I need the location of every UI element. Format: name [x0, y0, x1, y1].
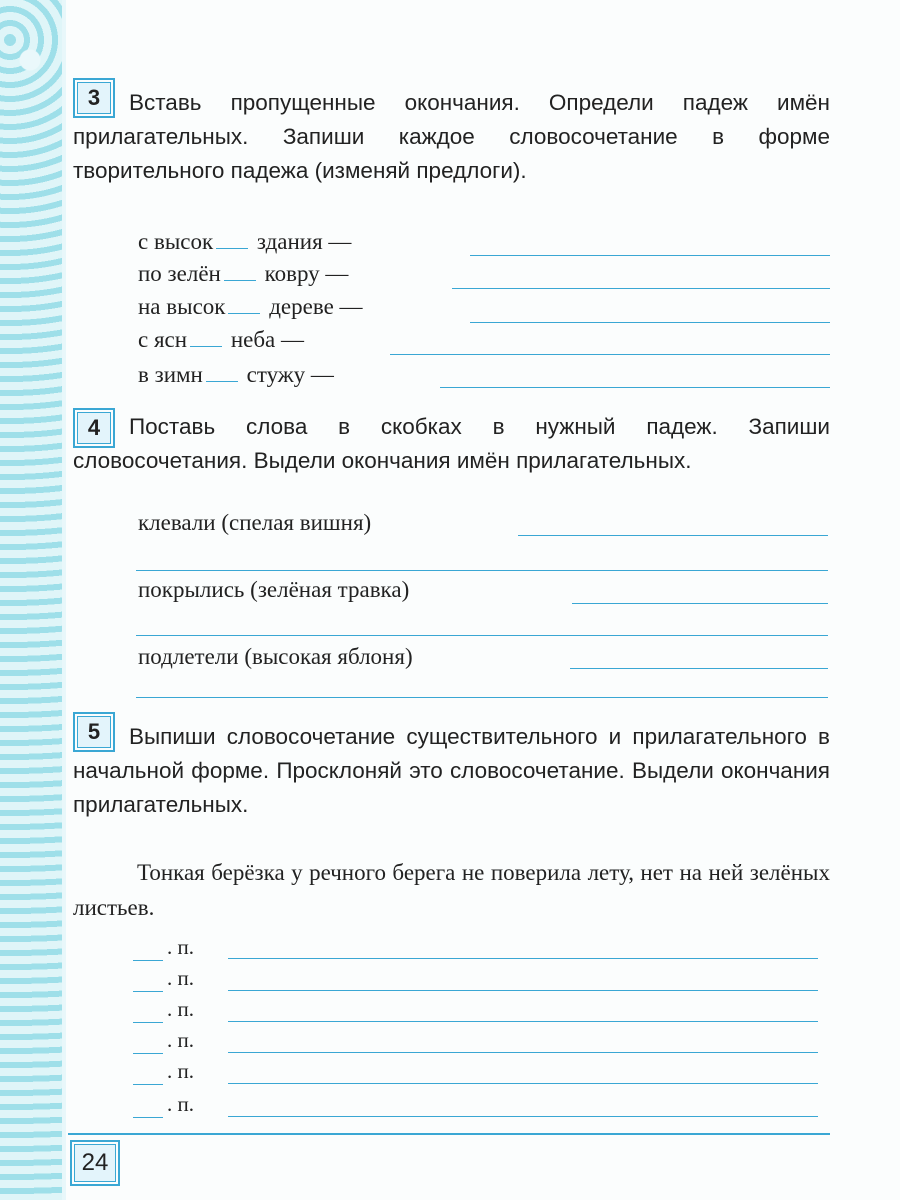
instruction-text: Вставь пропущенные окончания. Определи падеж имён прилагательных. Запиши каждое словосочетание в форме творительного падежа (изменяй предлоги). [73, 90, 830, 183]
case-row [133, 997, 194, 1023]
ending-blank[interactable] [190, 328, 222, 347]
task-number-label: 3 [77, 82, 111, 114]
task-3-instruction [73, 86, 830, 188]
decorative-floral-border [0, 0, 66, 1200]
item-pre: с ясн [138, 327, 188, 352]
case-label: . п. [167, 935, 194, 959]
sentence-text: Тонкая берёзка у речного берега не поверила лету, нет на ней зелёных листьев. [73, 860, 830, 920]
case-blank[interactable] [133, 966, 163, 992]
page-number-box [70, 1140, 120, 1186]
item-post: ковру — [264, 261, 349, 286]
task-3-item [138, 227, 351, 257]
task-4-item: покрылись (зелёная травка) [138, 577, 410, 602]
task-3-item [138, 325, 304, 355]
item-post: неба — [230, 327, 304, 352]
page-footer-rule [68, 1133, 830, 1135]
item-pre: в зимн [138, 362, 203, 387]
case-row [133, 1028, 194, 1054]
ending-blank[interactable] [206, 363, 238, 382]
answer-line[interactable] [470, 255, 830, 256]
case-row [133, 1059, 194, 1085]
task-4-instruction [73, 410, 830, 478]
answer-line[interactable] [228, 958, 818, 959]
task-5-instruction [73, 720, 830, 822]
page-number: 24 [74, 1144, 116, 1182]
case-label: . п. [167, 1028, 194, 1052]
answer-line[interactable] [136, 570, 828, 571]
task-5-sentence [73, 855, 830, 925]
task-3-item [138, 292, 363, 322]
answer-line[interactable] [440, 387, 830, 388]
ending-blank[interactable] [224, 262, 256, 281]
case-blank[interactable] [133, 935, 163, 961]
case-label: . п. [167, 997, 194, 1021]
case-label: . п. [167, 1059, 194, 1083]
answer-line[interactable] [228, 1116, 818, 1117]
answer-line[interactable] [228, 1052, 818, 1053]
case-label: . п. [167, 966, 194, 990]
item-pre: на высок [138, 294, 226, 319]
case-blank[interactable] [133, 1092, 163, 1118]
instruction-text: Поставь слова в скобках в нужный падеж. Запиши словосочетания. Выдели окончания имён прилагательных. [73, 414, 830, 473]
task-3-item [138, 360, 334, 390]
case-row [133, 966, 194, 992]
item-pre: по зелён [138, 261, 221, 286]
answer-line[interactable] [452, 288, 830, 289]
case-blank[interactable] [133, 1028, 163, 1054]
item-pre: с высок [138, 229, 214, 254]
task-number-label: 4 [77, 412, 111, 444]
answer-line[interactable] [470, 322, 830, 323]
answer-line[interactable] [570, 668, 828, 669]
case-row [133, 1092, 194, 1118]
border-edge [62, 0, 66, 1200]
answer-line[interactable] [228, 1083, 818, 1084]
instruction-text: Выпиши словосочетание существительного и прилагательного в начальной форме. Просклоняй это словосочетание. Выдели окончания прилагательных. [73, 724, 830, 817]
answer-line[interactable] [136, 697, 828, 698]
ending-blank[interactable] [228, 295, 260, 314]
task-4-item: подлетели (высокая яблоня) [138, 644, 413, 669]
item-post: дереве — [269, 294, 363, 319]
ending-blank[interactable] [216, 230, 248, 249]
answer-line[interactable] [390, 354, 830, 355]
answer-line[interactable] [136, 635, 828, 636]
answer-line[interactable] [572, 603, 828, 604]
answer-line[interactable] [228, 1021, 818, 1022]
item-post: стужу — [246, 362, 334, 387]
task-number-label: 5 [77, 716, 111, 748]
case-row [133, 935, 194, 961]
task-3-item [138, 259, 348, 289]
answer-line[interactable] [228, 990, 818, 991]
case-blank[interactable] [133, 1059, 163, 1085]
item-post: здания — [256, 229, 352, 254]
task-4-item: клевали (спелая вишня) [138, 510, 372, 535]
case-blank[interactable] [133, 997, 163, 1023]
answer-line[interactable] [518, 535, 828, 536]
case-label: . п. [167, 1092, 194, 1116]
